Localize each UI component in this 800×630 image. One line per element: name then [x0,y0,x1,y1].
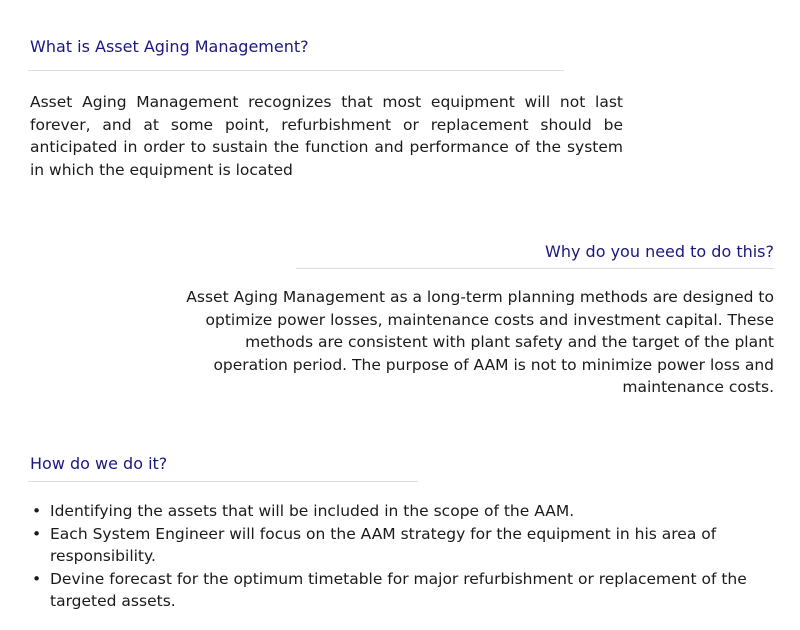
section-what-heading: What is Asset Aging Management? [30,37,309,56]
list-item-text: Each System Engineer will focus on the AAM strategy for the equipment in his area of responsibility. [50,524,717,565]
list-item-text: Identifying the assets that will be included in the scope of the AAM. [50,502,575,520]
section-what-paragraph: Asset Aging Management recognizes that most equipment will not last forever, and at some point, refurbishment or replacement should be anticipated in order to sustain the function and performance of the system in which the equipment is located [30,93,623,179]
section-why-heading: Why do you need to do this? [545,242,774,261]
bullet-icon: • [32,502,42,520]
section-why-paragraph: Asset Aging Management as a long-term planning methods are designed to optimize power losses, maintenance costs and investment capital. These methods are consistent with plant safety and the target of the plant operation period. The purpose of AAM is not to minimize power loss and maintenance costs. [186,288,774,396]
bullet-icon: • [32,524,42,543]
section-why-divider [296,268,774,269]
list-item [30,500,770,523]
section-how-divider [28,481,418,482]
list-item [30,568,770,613]
section-what-divider [28,70,564,71]
section-how-heading: How do we do it? [30,454,168,473]
list-item-text: Devine forecast for the optimum timetable for major refurbishment or replacement of the targeted assets. [50,569,747,610]
list-item [30,523,770,568]
bullet-icon: • [32,569,42,588]
section-how-bullet-list [30,500,770,613]
